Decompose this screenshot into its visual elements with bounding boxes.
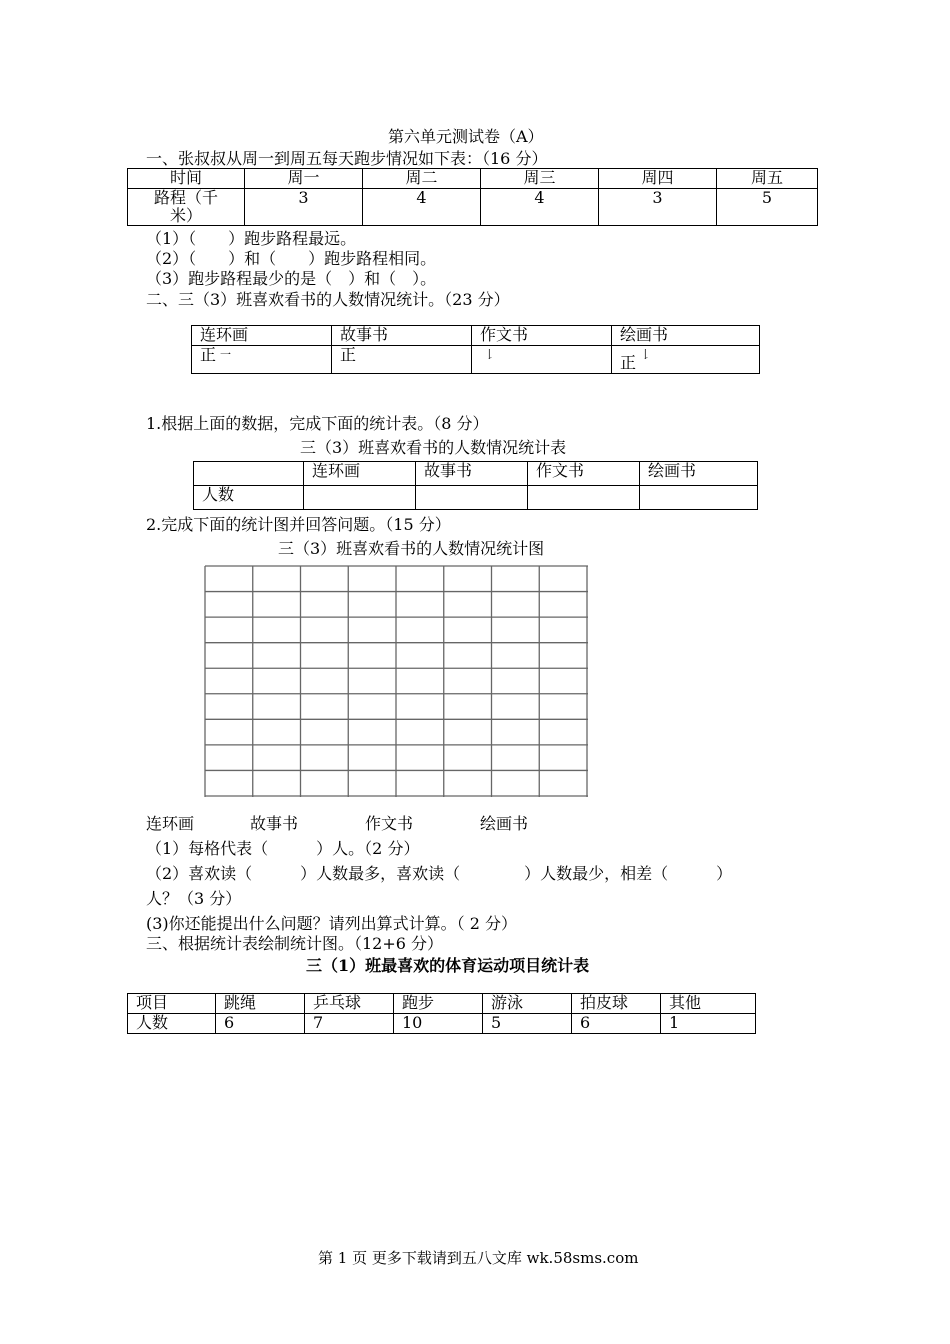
- sports-header-cell: 跑步: [394, 994, 483, 1014]
- sports-header-cell: 拍皮球: [572, 994, 661, 1014]
- tally-mark-cell: [332, 346, 472, 374]
- tally-mark: 正: [340, 345, 357, 364]
- running-row-label-line2: 米）: [169, 206, 202, 225]
- sports-header-cell: 乒乓球: [305, 994, 394, 1014]
- sports-table-title: 三（1）班最喜欢的体育运动项目统计表: [306, 956, 590, 975]
- running-table: [127, 168, 818, 226]
- stat-empty-cell: [640, 486, 758, 510]
- sports-value-cell: 7: [305, 1014, 394, 1034]
- stat-row-label: 人数: [194, 486, 304, 510]
- sports-header-cell: 项目: [128, 994, 216, 1014]
- section2-heading: 二、三（3）班喜欢看书的人数情况统计。（23 分）: [146, 290, 510, 309]
- stat-table-title: 三（3）班喜欢看书的人数情况统计表: [300, 438, 567, 457]
- running-row-label-line1: 路程（千: [153, 188, 218, 207]
- tally-mark: 正: [200, 345, 217, 364]
- section2-sub2-line2: 人？（3 分）: [146, 889, 242, 908]
- running-row-label: [128, 189, 245, 226]
- chart-label: 绘画书: [480, 814, 529, 833]
- running-value-cell: 3: [599, 189, 717, 226]
- sports-header-cell: 其他: [661, 994, 756, 1014]
- tally-extra: 𠄌: [640, 348, 652, 361]
- tally-mark-cell: [472, 346, 612, 374]
- sports-table: [127, 993, 756, 1034]
- section1-question3: （3）跑步路程最少的是（ ）和（ ）。: [146, 269, 437, 288]
- chart-label: 故事书: [250, 814, 299, 833]
- tally-header-cell: 连环画: [192, 326, 332, 346]
- stat-empty-cell: [304, 486, 416, 510]
- running-value-cell: 4: [363, 189, 481, 226]
- tally-mark: 正: [620, 353, 637, 372]
- section1-question1: （1）（ ）跑步路程最远。: [146, 229, 357, 248]
- section3-heading: 三、根据统计表绘制统计图。（12+6 分）: [146, 934, 444, 953]
- tally-header-cell: 作文书: [472, 326, 612, 346]
- section2-sub1: （1）每格代表（ ）人。（2 分）: [146, 839, 420, 858]
- running-value-cell: 3: [245, 189, 363, 226]
- sports-value-cell: 6: [572, 1014, 661, 1034]
- stat-table: [193, 461, 758, 510]
- sports-value-cell: 10: [394, 1014, 483, 1034]
- stat-header-cell: 绘画书: [640, 462, 758, 486]
- chart-title: 三（3）班喜欢看书的人数情况统计图: [278, 539, 545, 558]
- sports-header-cell: 跳绳: [216, 994, 305, 1014]
- running-value-cell: 5: [717, 189, 818, 226]
- running-header-cell: 周一: [245, 169, 363, 189]
- running-header-cell: 周四: [599, 169, 717, 189]
- section2-sub3: (3)你还能提出什么问题？请列出算式计算。（ 2 分）: [146, 914, 518, 933]
- stat-header-cell: [194, 462, 304, 486]
- section1-question2: （2）（ ）和（ ）跑步路程相同。: [146, 249, 437, 268]
- sports-value-cell: 6: [216, 1014, 305, 1034]
- sports-row-label: 人数: [128, 1014, 216, 1034]
- running-header-cell: 周二: [363, 169, 481, 189]
- tally-mark-cell: [612, 346, 760, 374]
- running-header-cell: 周五: [717, 169, 818, 189]
- stat-empty-cell: [416, 486, 528, 510]
- stat-empty-cell: [528, 486, 640, 510]
- running-value-cell: 4: [481, 189, 599, 226]
- sports-value-cell: 1: [661, 1014, 756, 1034]
- tally-table: [191, 325, 760, 374]
- tally-extra: 𠄌: [484, 348, 495, 361]
- section2-sub2-line1: （2）喜欢读（ ）人数最多，喜欢读（ ）人数最少，相差（ ）: [146, 864, 733, 883]
- stat-header-cell: 故事书: [416, 462, 528, 486]
- sports-value-cell: 5: [483, 1014, 572, 1034]
- stat-header-cell: 连环画: [304, 462, 416, 486]
- tally-header-cell: 绘画书: [612, 326, 760, 346]
- tally-mark-cell: [192, 346, 332, 374]
- stat-header-cell: 作文书: [528, 462, 640, 486]
- sports-header-cell: 游泳: [483, 994, 572, 1014]
- chart-label: 作文书: [365, 814, 414, 833]
- running-header-cell: 时间: [128, 169, 245, 189]
- tally-extra: 一: [220, 348, 232, 361]
- section1-heading: 一、张叔叔从周一到周五每天跑步情况如下表：（16 分）: [146, 149, 548, 168]
- running-header-cell: 周三: [481, 169, 599, 189]
- tally-header-cell: 故事书: [332, 326, 472, 346]
- page-title: 第六单元测试卷（A）: [388, 127, 544, 146]
- section2-question2: 2.完成下面的统计图并回答问题。（15 分）: [146, 515, 451, 534]
- chart-label: 连环画: [146, 814, 195, 833]
- section2-question1: 1.根据上面的数据，完成下面的统计表。（8 分）: [146, 414, 489, 433]
- blank-grid: [204, 565, 589, 798]
- page-footer: 第 1 页 更多下载请到五八文库 wk.58sms.com: [318, 1249, 639, 1267]
